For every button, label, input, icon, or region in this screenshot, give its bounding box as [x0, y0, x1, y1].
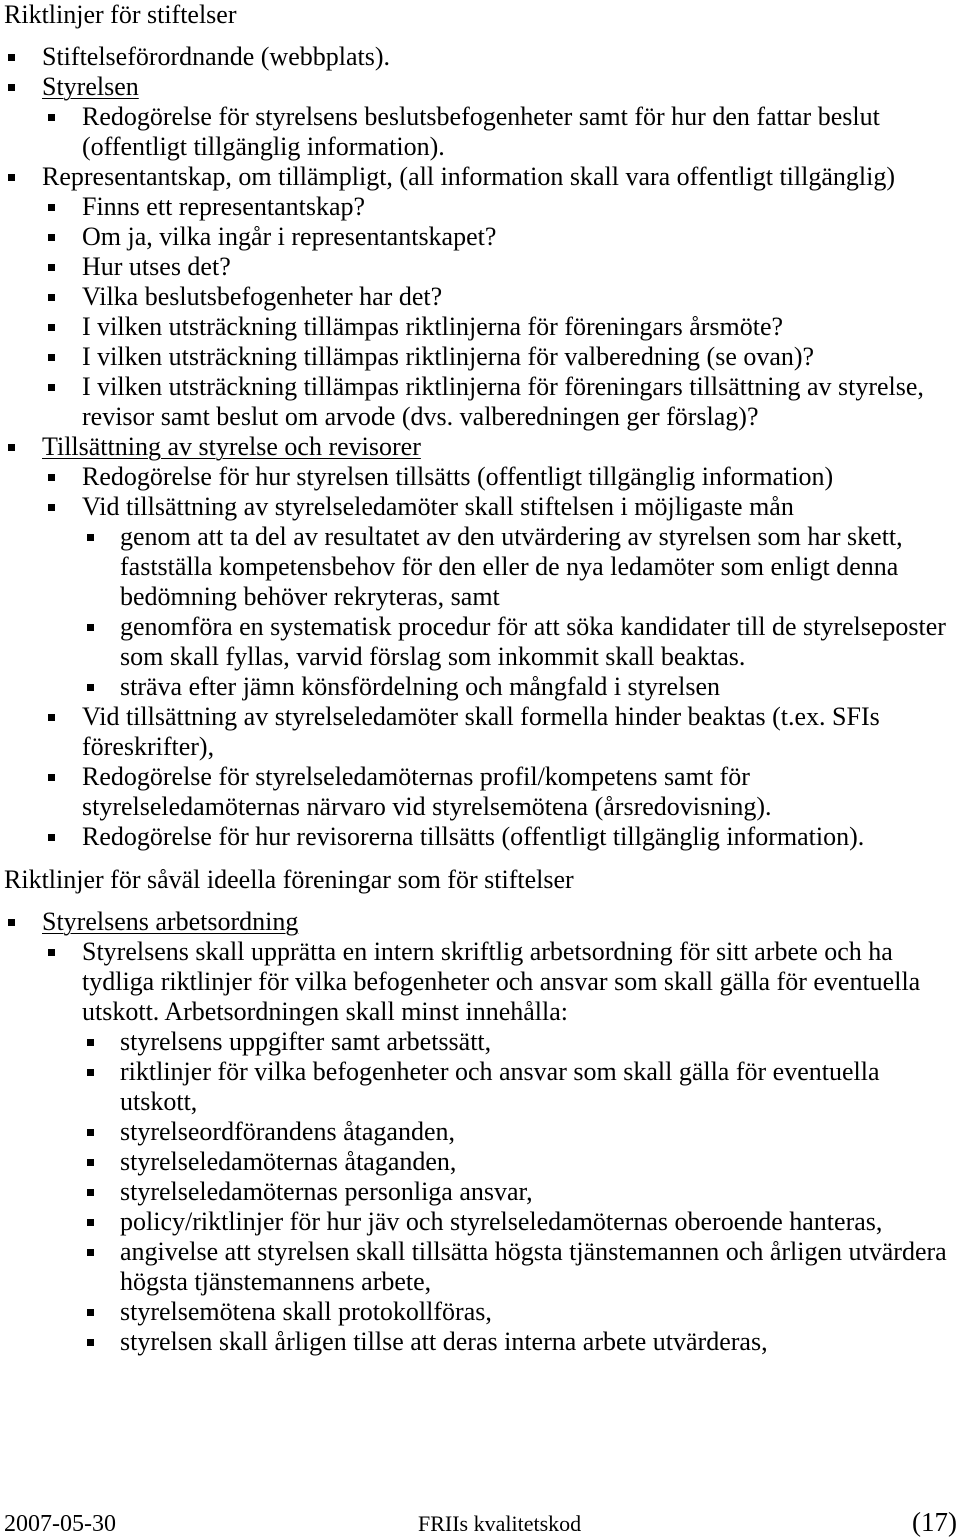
- square-bullet-icon: [87, 1039, 94, 1046]
- list-item: [0, 822, 960, 852]
- list-item-continuation: [0, 642, 960, 672]
- list-item-text: bedömning behöver rekryteras, samt: [120, 582, 500, 611]
- list-item: [0, 1297, 960, 1327]
- list-item: [0, 1177, 960, 1207]
- square-bullet-icon: [48, 264, 55, 271]
- square-bullet-icon: [87, 684, 94, 691]
- square-bullet-icon: [48, 324, 55, 331]
- square-bullet-icon: [87, 624, 94, 631]
- page-number: (17): [912, 1507, 957, 1537]
- list-item: [0, 72, 960, 102]
- list-item: [0, 762, 960, 792]
- square-bullet-icon: [87, 1219, 94, 1226]
- list-item-text: Styrelsens skall upprätta en intern skriftlig arbetsordning för sitt arbete och ha: [82, 937, 893, 966]
- square-bullet-icon: [48, 354, 55, 361]
- square-bullet-icon: [48, 234, 55, 241]
- list-item: [0, 907, 960, 937]
- section-heading: Riktlinjer för stiftelser: [4, 0, 237, 29]
- list-item: [0, 342, 960, 372]
- square-bullet-icon: [87, 1069, 94, 1076]
- square-bullet-icon: [48, 474, 55, 481]
- square-bullet-icon: [48, 204, 55, 211]
- list-item: [0, 312, 960, 342]
- list-item: [0, 432, 960, 462]
- list-item: [0, 522, 960, 552]
- footer-title: FRIIs kvalitetskod: [418, 1511, 582, 1536]
- list-item-text: föreskrifter),: [82, 732, 215, 761]
- square-bullet-icon: [87, 1249, 94, 1256]
- list-item: [0, 672, 960, 702]
- list-item-text: I vilken utsträckning tillämpas riktlinjerna för föreningars årsmöte?: [82, 312, 784, 341]
- square-bullet-icon: [8, 444, 15, 451]
- list-item-text: styrelseordförandens åtaganden,: [120, 1117, 455, 1146]
- list-item: [0, 1117, 960, 1147]
- square-bullet-icon: [8, 54, 15, 61]
- list-item-continuation: [0, 1267, 960, 1297]
- list-item: [0, 1027, 960, 1057]
- square-bullet-icon: [87, 1189, 94, 1196]
- list-item: [0, 282, 960, 312]
- list-item-text: revisor samt beslut om arvode (dvs. valberedningen ger förslag)?: [82, 402, 759, 431]
- list-item-text: Vilka beslutsbefogenheter har det?: [82, 282, 443, 311]
- list-item-text: utskott,: [120, 1087, 198, 1116]
- list-item-text: utskott. Arbetsordningen skall minst innehålla:: [82, 997, 569, 1026]
- list-item-text: Representantskap, om tillämpligt, (all information skall vara offentligt tillgänglig): [42, 162, 895, 191]
- list-item-continuation: [0, 732, 960, 762]
- list-item-text: som skall fyllas, varvid förslag som inkommit skall beaktas.: [120, 642, 746, 671]
- list-item: [0, 492, 960, 522]
- list-item: [0, 1327, 960, 1357]
- list-item-text: styrelsens uppgifter samt arbetssätt,: [120, 1027, 492, 1056]
- square-bullet-icon: [48, 949, 55, 956]
- list-item-text: genom att ta del av resultatet av den utvärdering av styrelsen som har skett,: [120, 522, 903, 551]
- list-item-continuation: [0, 792, 960, 822]
- list-item: [0, 1207, 960, 1237]
- list-item: [0, 612, 960, 642]
- square-bullet-icon: [87, 1159, 94, 1166]
- list-item-text: Redogörelse för hur revisorerna tillsätts (offentligt tillgänglig information).: [82, 822, 865, 851]
- list-item: [0, 42, 960, 72]
- list-item: [0, 192, 960, 222]
- subsection-title: Styrelsen: [42, 72, 139, 101]
- list-item-text: I vilken utsträckning tillämpas riktlinjerna för valberedning (se ovan)?: [82, 342, 815, 371]
- list-item-text: tydliga riktlinjer för vilka befogenheter och ansvar som skall gälla för eventuella: [82, 967, 921, 996]
- list-item-text: fastställa kompetensbehov för den eller de nya ledamöter som enligt denna: [120, 552, 899, 581]
- square-bullet-icon: [48, 774, 55, 781]
- list-item-text: riktlinjer för vilka befogenheter och ansvar som skall gälla för eventuella: [120, 1057, 880, 1086]
- list-item-text: Vid tillsättning av styrelseledamöter skall stiftelsen i möjligaste mån: [82, 492, 794, 521]
- list-item-text: I vilken utsträckning tillämpas riktlinjerna för föreningars tillsättning av styrelse,: [82, 372, 924, 401]
- square-bullet-icon: [8, 174, 15, 181]
- list-item: [0, 162, 960, 192]
- list-item: [0, 222, 960, 252]
- list-item-text: Om ja, vilka ingår i representantskapet?: [82, 222, 497, 251]
- list-item-text: Redogörelse för styrelsens beslutsbefogenheter samt för hur den fattar beslut: [82, 102, 880, 131]
- list-item-text: (offentligt tillgänglig information).: [82, 132, 445, 161]
- list-item-text: styrelseledamöternas personliga ansvar,: [120, 1177, 533, 1206]
- list-item-continuation: [0, 1087, 960, 1117]
- square-bullet-icon: [8, 84, 15, 91]
- list-item: [0, 702, 960, 732]
- list-item-text: sträva efter jämn könsfördelning och mångfald i styrelsen: [120, 672, 720, 701]
- list-item-text: styrelsemötena skall protokollföras,: [120, 1297, 492, 1326]
- list-item: [0, 1147, 960, 1177]
- subsection-title: Tillsättning av styrelse och revisorer: [42, 432, 421, 461]
- square-bullet-icon: [48, 294, 55, 301]
- list-item: [0, 102, 960, 132]
- list-item: [0, 252, 960, 282]
- subsection-title: Styrelsens arbetsordning: [42, 907, 299, 936]
- square-bullet-icon: [48, 714, 55, 721]
- list-item-text: genomföra en systematisk procedur för att söka kandidater till de styrelseposter: [120, 612, 946, 641]
- list-item-continuation: [0, 552, 960, 582]
- footer-date: 2007-05-30: [4, 1511, 116, 1537]
- list-item: [0, 1237, 960, 1267]
- list-item-text: policy/riktlinjer för hur jäv och styrelseledamöternas oberoende hanteras,: [120, 1207, 883, 1236]
- list-item-continuation: [0, 997, 960, 1027]
- list-item-text: Stiftelseförordnande (webbplats).: [42, 42, 391, 71]
- square-bullet-icon: [87, 1309, 94, 1316]
- square-bullet-icon: [8, 919, 15, 926]
- square-bullet-icon: [48, 384, 55, 391]
- list-item-text: Redogörelse för hur styrelsen tillsätts (offentligt tillgänglig information): [82, 462, 834, 491]
- section-heading: Riktlinjer för såväl ideella föreningar som för stiftelser: [4, 865, 574, 894]
- list-item-text: styrelseledamöternas närvaro vid styrelsemötena (årsredovisning).: [82, 792, 772, 821]
- list-item-text: Vid tillsättning av styrelseledamöter skall formella hinder beaktas (t.ex. SFIs: [82, 702, 880, 731]
- list-item-text: Redogörelse för styrelseledamöternas profil/kompetens samt för: [82, 762, 750, 791]
- list-item-text: högsta tjänstemannens arbete,: [120, 1267, 432, 1296]
- square-bullet-icon: [87, 534, 94, 541]
- list-item: [0, 1057, 960, 1087]
- list-item-continuation: [0, 402, 960, 432]
- list-item: [0, 462, 960, 492]
- list-item-continuation: [0, 582, 960, 612]
- square-bullet-icon: [48, 114, 55, 121]
- list-item: [0, 372, 960, 402]
- list-item-continuation: [0, 132, 960, 162]
- list-item: [0, 937, 960, 967]
- list-item-text: Finns ett representantskap?: [82, 192, 366, 221]
- square-bullet-icon: [87, 1339, 94, 1346]
- list-item-continuation: [0, 967, 960, 997]
- list-item-text: styrelseledamöternas åtaganden,: [120, 1147, 457, 1176]
- square-bullet-icon: [48, 504, 55, 511]
- square-bullet-icon: [87, 1129, 94, 1136]
- square-bullet-icon: [48, 834, 55, 841]
- list-item-text: styrelsen skall årligen tillse att deras interna arbete utvärderas,: [120, 1327, 768, 1356]
- list-item-text: Hur utses det?: [82, 252, 231, 281]
- list-item-text: angivelse att styrelsen skall tillsätta högsta tjänstemannen och årligen utvärdera: [120, 1237, 947, 1266]
